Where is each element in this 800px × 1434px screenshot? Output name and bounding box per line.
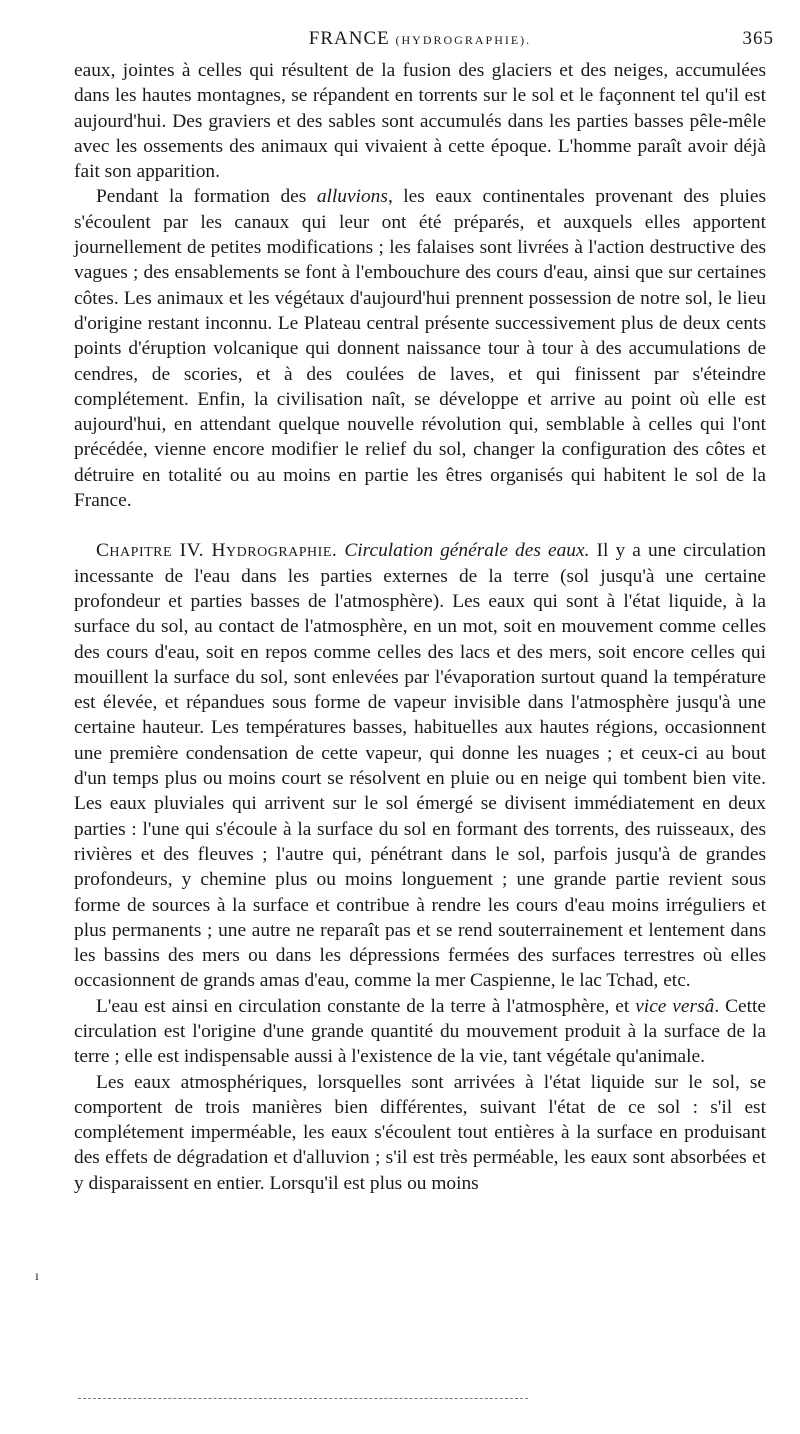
header-title-main: FRANCE (308, 28, 390, 49)
footer-rule (78, 1398, 528, 1399)
paragraph-circulation-start: L'eau est ainsi en circulation constante de la terre à l'atmosphère, et (96, 995, 636, 1017)
section-gap (74, 513, 766, 538)
paragraph-circulation-italic: vice versâ (635, 995, 715, 1017)
paragraph-continuation: eaux, jointes à celles qui résultent de la fusion des glaciers et des neiges, accumulées dans les hautes montagnes, se répandent en torrents sur le sol et le façonnent tel qu'il est aujourd'hui. Des graviers et des sables sont accumulés dans les parties basses pêle-mêle avec les ossements des animaux qui vivaient à cette époque. L'homme paraît avoir déjà fait son apparition. (74, 60, 766, 183)
chapter-label: Chapitre IV. Hydrographie. (96, 540, 338, 562)
chapter-paragraph-text: Il y a une circulation incessante de l'eau dans les parties externes de la terre (sol jusqu'à une certaine profondeur et parties basses de l'atmosphère). Les eaux qui sont à l'état liquide, à la surface du sol, au contact de l'atmosphère, en un mot, soit en mouvement comme celles des cours d'eau, soit en repos comme celles des lacs et des mers, soit encore celles qui mouillent la surface du sol, sont enlevées par l'évaporation surtout quand la température est élevée, et répandues sous forme de vapeur invisible dans l'atmosphère jusqu'à une certaine hauteur. Les températures basses, habituelles aux hautes régions, occasionnent une première condensation de cette vapeur, qui donne les nuages ; et ceux-ci au bout d'un temps plus ou moins court se résolvent en pluie ou en neige qui tombent bien vite. Les eaux pluviales qui arrivent sur le sol émergé se divisent immédiatement en deux parties : l'une qui s'écoule à la surface du sol en formant des torrents, des ruisseaux, des rivières et des fleuves ; l'autre qui, pénétrant dans le sol, parfois jusqu'à de grandes profondeurs, y chemine plus ou moins longuement ; une grande partie revient sous forme de sources à la surface et contribue à rendre les cours d'eau moins irréguliers et plus permanents ; une autre ne reparaît pas et se rend souterrainement et lentement dans les bassins des mers ou dans les dépressions fermées des surfaces terrestres où elles occasionnent de grands amas d'eau, comme la mer Caspienne, le lac Tchad, etc. (74, 540, 766, 992)
paragraph-alluvions-rest: , les eaux continentales provenant des pluies s'écoulent par les canaux qui leur ont été préparés, et auxquels elles apportent journellement de petites modifications ; les falaises sont livrées à l'action destructive des vagues ; des ensablements se font à l'embouchure des cours d'eau, ainsi que sur certaines côtes. Les animaux et les végétaux d'aujourd'hui prennent possession de notre sol, le lieu d'origine restant inconnu. Le Plateau central présente successivement plus de deux cents points d'éruption volcanique qui donnent naissance tour à tour à des accumulations de cendres, de scories, et à des coulées de laves, et qui finissent par s'éteindre complétement. Enfin, la civilisation naît, se développe et arrive au point où elle est aujourd'hui, en attendant quelque nouvelle révolution qui, semblable à celles qui l'ont précédée, vienne encore modifier le relief du sol, changer la configuration des côtes et détruire en totalité ou au moins en partie les êtres organisés qui habitent le sol de la France. (74, 186, 766, 512)
header-title-subtitle: (HYDROGRAPHIE). (395, 33, 532, 47)
paragraph-alluvions-italic: alluvions (316, 186, 388, 208)
margin-mark: ı (35, 1269, 39, 1284)
page-body (74, 28, 774, 1196)
paragraph-atmospheric-waters: Les eaux atmosphériques, lorsquelles sont arrivées à l'état liquide sur le sol, se comportent de trois manières bien différentes, suivant l'état de ce sol : s'il est complétement imperméable, les eaux s'écoulent tout entières à la surface en produisant des effets de dégradation et d'alluvion ; s'il est très perméable, les eaux sont absorbées et y disparaissent en entier. Lorsqu'il est plus ou moins (74, 1071, 766, 1194)
page-number: 365 (742, 28, 774, 49)
chapter-title: Circulation générale des eaux. (344, 540, 590, 562)
chapter-paragraph (74, 538, 766, 993)
paragraph-alluvions (74, 184, 766, 513)
header-title (74, 28, 766, 50)
paragraph-alluvions-start: Pendant la formation des (96, 186, 317, 208)
paragraph-circulation-rest: . Cette circulation est l'origine d'une grande quantité du mouvement produit à la surface de la terre ; elle est indispensable aussi à l'existence de la vie, tant végétale qu'animale. (74, 995, 766, 1068)
running-header (74, 28, 774, 58)
paragraph-circulation (74, 994, 766, 1070)
